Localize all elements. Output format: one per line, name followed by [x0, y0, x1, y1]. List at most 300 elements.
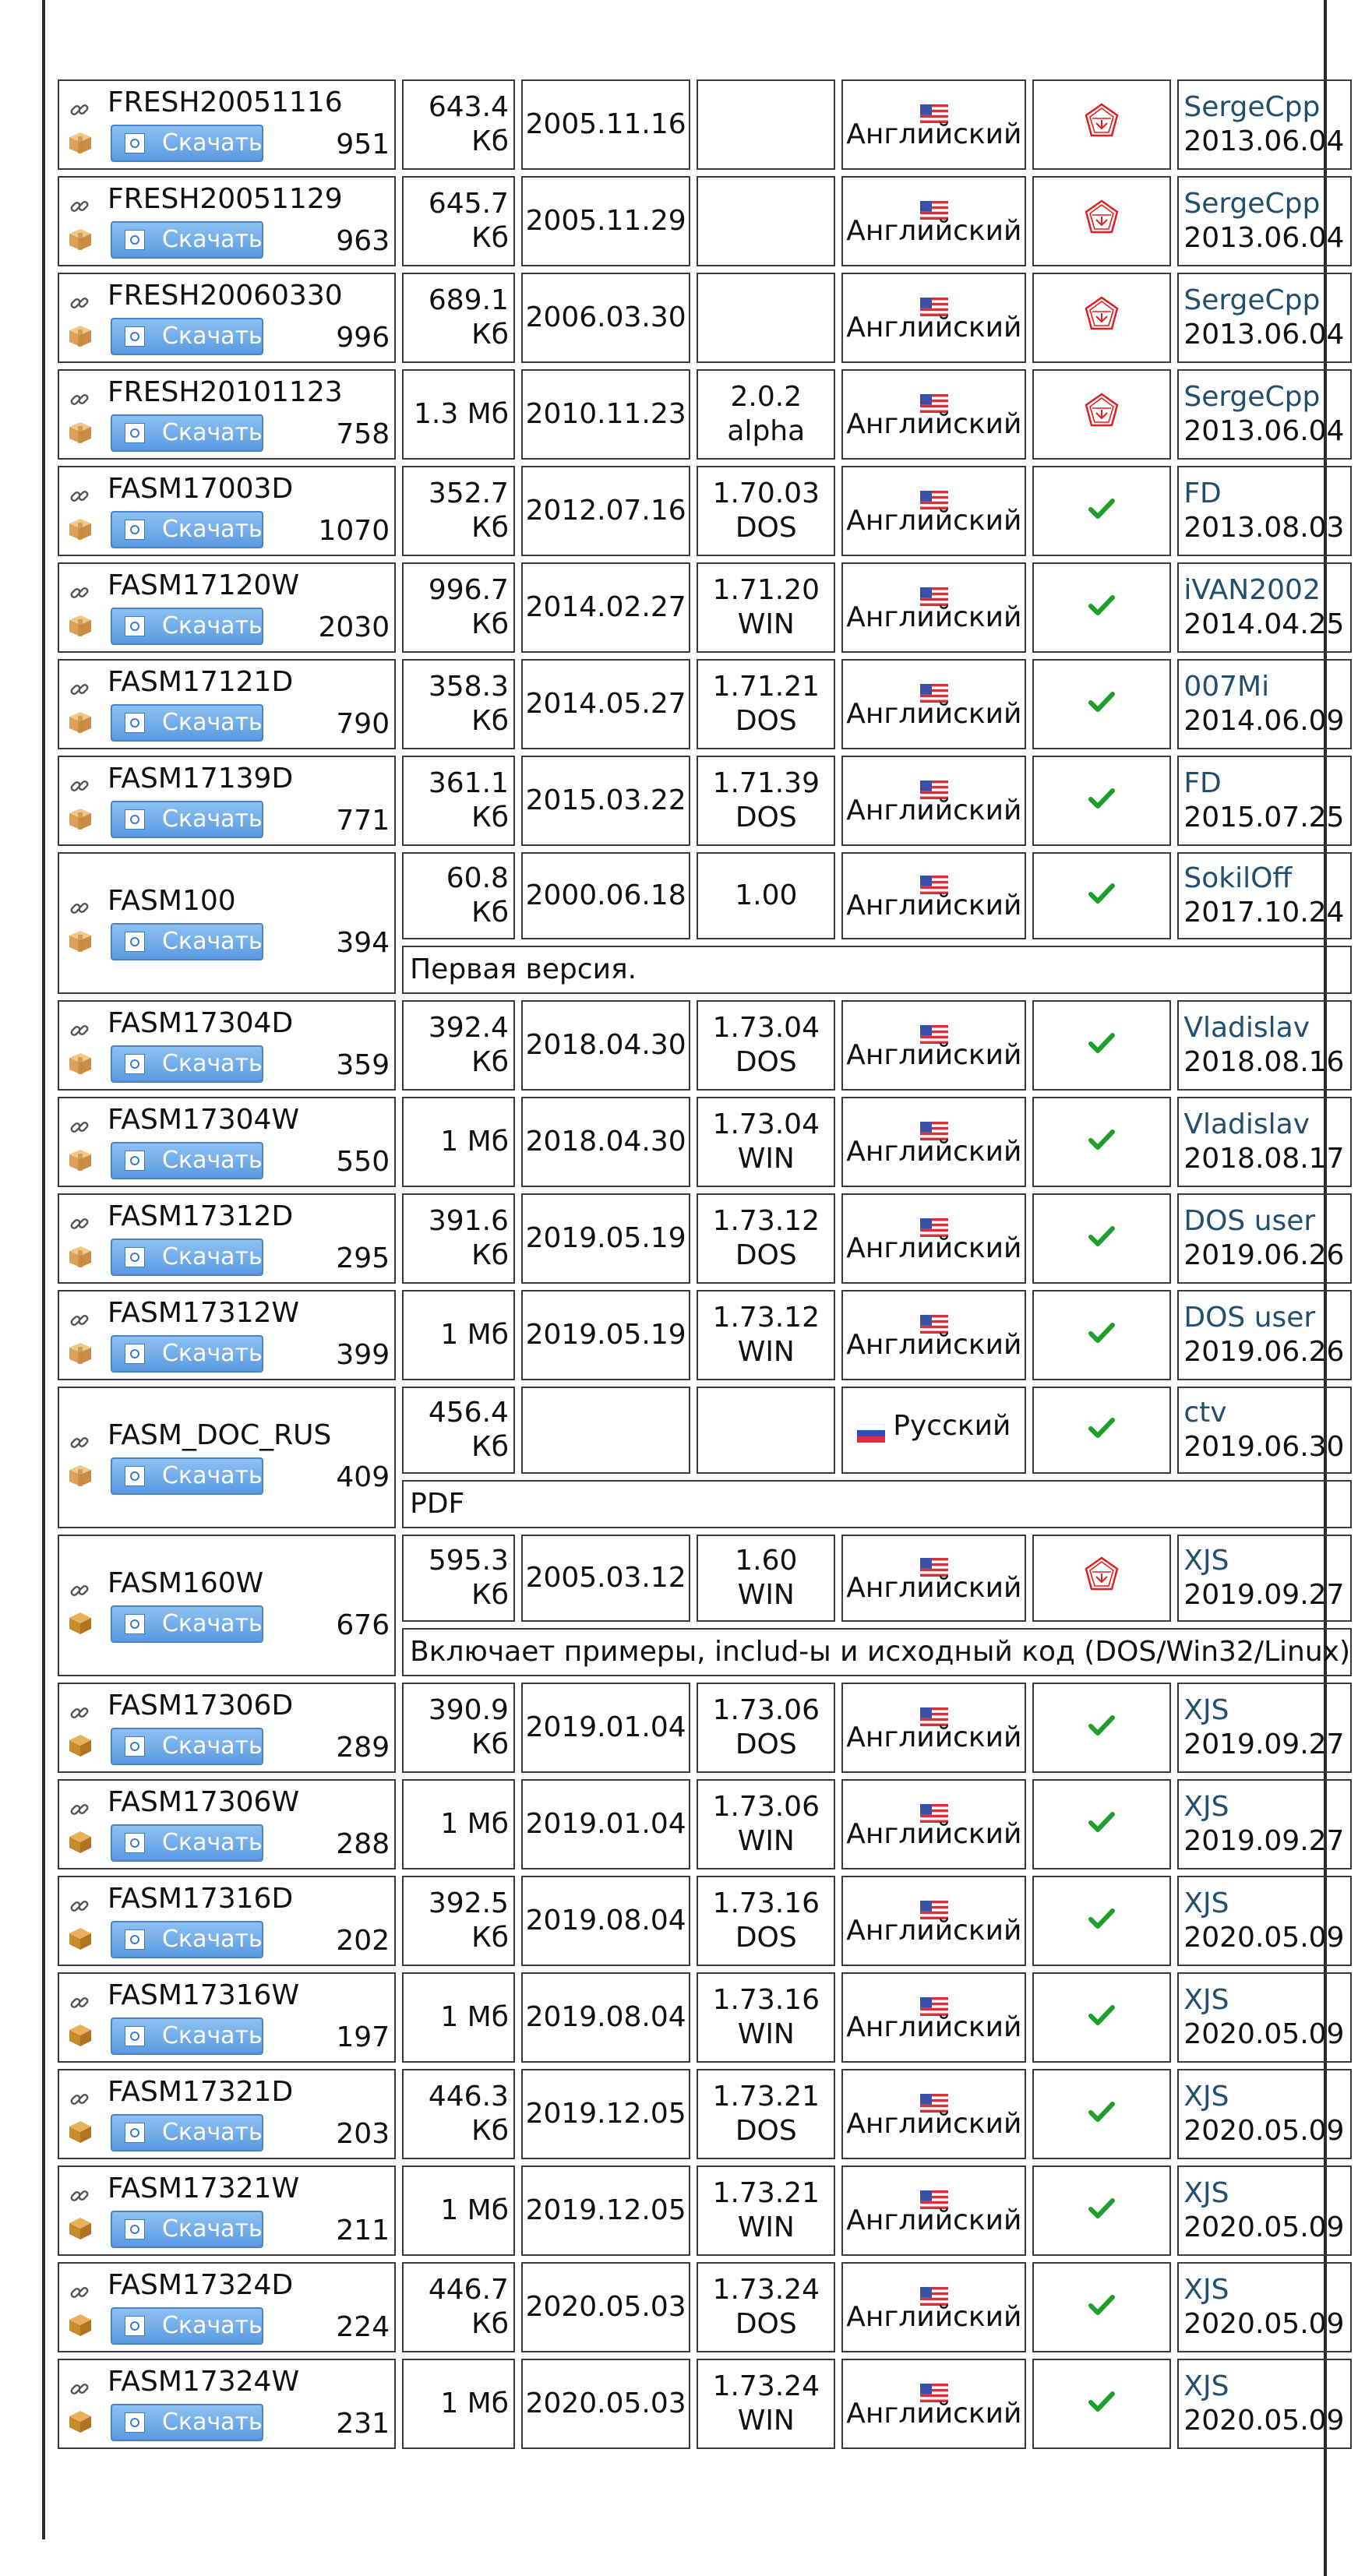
- us-flag-icon: [920, 2377, 948, 2395]
- language-cell: [841, 1097, 1026, 1187]
- language-label-group: [846, 1211, 1021, 1266]
- author-link[interactable]: XJS: [1183, 1791, 1229, 1823]
- us-flag-icon: [920, 1115, 948, 1133]
- size-cell: [402, 1000, 515, 1091]
- file-name-link[interactable]: FASM17324D: [108, 2269, 294, 2301]
- release-date-cell: [521, 1290, 690, 1380]
- file-cell: [58, 79, 396, 170]
- download-icon: [125, 326, 145, 347]
- version-platform: DOS: [735, 1728, 797, 1760]
- link-icon: [69, 1016, 90, 1038]
- release-date: 2019.05.19: [525, 1222, 686, 1254]
- author-cell: [1177, 2262, 1352, 2352]
- author-link[interactable]: XJS: [1183, 2177, 1229, 2209]
- download-button[interactable]: [111, 923, 263, 960]
- check-icon: [1088, 1126, 1115, 1160]
- status-cell: [1032, 756, 1171, 846]
- version-number: 1.71.39: [712, 767, 820, 799]
- version-platform: WIN: [737, 1336, 795, 1368]
- table-row: [58, 1683, 1352, 1773]
- added-date: 2018.08.17: [1183, 1143, 1345, 1175]
- release-date: 2005.11.16: [525, 108, 686, 140]
- author-link[interactable]: SergeCpp: [1183, 284, 1321, 316]
- version-cell: [697, 756, 835, 846]
- version-cell: [697, 1972, 835, 2063]
- file-name-link[interactable]: FASM17321D: [108, 2076, 294, 2108]
- author-link[interactable]: XJS: [1183, 1887, 1229, 1919]
- size-value: 60.8: [446, 862, 509, 894]
- version-number: 1.60: [735, 1545, 798, 1577]
- package-icon: [67, 1243, 93, 1270]
- download-icon: [125, 1054, 145, 1074]
- version-cell: [697, 1779, 835, 1869]
- author-link[interactable]: Vladislav: [1183, 1012, 1310, 1044]
- page-frame-left-border: [42, 0, 45, 2539]
- download-count: 295: [336, 1242, 390, 1274]
- file-name-link[interactable]: FASM17316W: [108, 1979, 300, 2011]
- size-value: 1 Мб: [440, 2387, 509, 2419]
- table-row: [58, 176, 1352, 266]
- language-name: Английский: [846, 1039, 1022, 1071]
- download-icon: [125, 1614, 145, 1634]
- us-flag-icon: [920, 1990, 948, 2009]
- release-date-cell: [521, 2165, 690, 2256]
- size-cell: [402, 1290, 515, 1380]
- us-flag-icon: [920, 2087, 948, 2106]
- version-platform: DOS: [735, 512, 797, 544]
- link-icon: [69, 2181, 90, 2203]
- link-icon: [69, 1891, 90, 1913]
- author-cell: [1177, 466, 1352, 556]
- author-cell: [1177, 1535, 1352, 1622]
- author-cell: [1177, 1387, 1352, 1474]
- language-name: Английский: [846, 1329, 1022, 1361]
- language-label-group: [846, 677, 1021, 731]
- file-name-link[interactable]: FASM17316D: [108, 1883, 294, 1915]
- table-row: [58, 1779, 1352, 1869]
- size-unit: Кб: [471, 1728, 509, 1760]
- size-unit: Кб: [471, 2115, 509, 2147]
- us-flag-icon: [920, 484, 948, 502]
- download-count: 790: [336, 708, 390, 740]
- download-button[interactable]: [111, 2211, 263, 2248]
- language-label-group: [846, 1797, 1021, 1852]
- release-date: 2020.05.03: [525, 2387, 686, 2419]
- added-date: 2019.09.27: [1183, 1728, 1345, 1760]
- package-icon: [67, 2022, 93, 2049]
- size-cell: [402, 1972, 515, 2063]
- download-count: 771: [336, 805, 390, 837]
- author-link[interactable]: XJS: [1183, 1694, 1229, 1726]
- table-row: [58, 1193, 1352, 1284]
- release-date-cell: [521, 1000, 690, 1091]
- author-link[interactable]: FD: [1183, 767, 1222, 799]
- file-cell: [58, 659, 396, 749]
- download-button[interactable]: [111, 1605, 263, 1643]
- version-number: 1.73.06: [712, 1694, 820, 1726]
- author-link[interactable]: DOS user: [1183, 1302, 1316, 1334]
- us-flag-icon: [920, 1894, 948, 1912]
- us-flag-icon: [920, 1797, 948, 1816]
- link-icon: [69, 578, 90, 600]
- download-button[interactable]: [111, 2114, 263, 2151]
- added-date: 2019.06.26: [1183, 1239, 1345, 1271]
- version-platform: WIN: [737, 1825, 795, 1857]
- version-platform: DOS: [735, 802, 797, 833]
- file-cell: [58, 1779, 396, 1869]
- version-number: 1.73.06: [712, 1791, 820, 1823]
- download-icon: [125, 1833, 145, 1853]
- file-name-link[interactable]: FASM17304D: [108, 1007, 294, 1039]
- added-date: 2019.06.30: [1183, 1431, 1345, 1463]
- download-button[interactable]: [111, 2307, 263, 2345]
- added-date: 2017.10.24: [1183, 897, 1345, 929]
- link-icon: [69, 1306, 90, 1327]
- added-date: 2018.08.16: [1183, 1046, 1345, 1078]
- package-icon: [67, 129, 93, 156]
- size-cell: [402, 1779, 515, 1869]
- author-link[interactable]: DOS user: [1183, 1205, 1316, 1237]
- file-cell: [58, 1972, 396, 2063]
- download-button-label: Скачать: [162, 2312, 263, 2339]
- release-date: 2018.04.30: [525, 1029, 686, 1061]
- file-name-link[interactable]: FASM17304W: [108, 1104, 300, 1136]
- author-link[interactable]: iVAN2002: [1183, 574, 1321, 606]
- download-icon: [125, 2412, 145, 2433]
- file-name-link[interactable]: FASM17120W: [108, 569, 300, 601]
- package-icon: [67, 1926, 93, 1952]
- status-cell: [1032, 1000, 1171, 1091]
- author-link[interactable]: ctv: [1183, 1397, 1227, 1429]
- file-name-link[interactable]: FRESH20101123: [108, 376, 343, 408]
- added-date: 2019.09.27: [1183, 1579, 1345, 1611]
- author-link[interactable]: SergeCpp: [1183, 91, 1321, 123]
- download-button[interactable]: [111, 1728, 263, 1765]
- file-cell: [58, 1193, 396, 1284]
- added-date: 2020.05.09: [1183, 1922, 1345, 1954]
- size-value: 1 Мб: [440, 1319, 509, 1351]
- file-name-link[interactable]: FASM_DOC_RUS: [108, 1419, 332, 1451]
- download-button[interactable]: [111, 801, 263, 838]
- size-value: 392.4: [428, 1012, 509, 1044]
- file-cell: [58, 1387, 396, 1528]
- file-name-link[interactable]: FASM17324W: [108, 2366, 300, 2398]
- us-flag-icon: [920, 1551, 948, 1570]
- size-value: 361.1: [428, 767, 509, 799]
- language-name: Английский: [846, 408, 1022, 440]
- us-flag-icon: [920, 774, 948, 792]
- us-flag-icon: [920, 1700, 948, 1719]
- note-cell: [402, 946, 1352, 994]
- language-label-group: [846, 2087, 1021, 2141]
- package-icon: [67, 1340, 93, 1366]
- version-number: 1.71.20: [712, 574, 820, 606]
- size-cell: [402, 852, 515, 939]
- language-cell: [841, 1779, 1026, 1869]
- us-flag-icon: [920, 1308, 948, 1327]
- language-name: Английский: [846, 1721, 1022, 1753]
- author-link[interactable]: XJS: [1183, 2370, 1229, 2402]
- table-row: [58, 852, 1352, 939]
- language-label-group: [846, 97, 1021, 152]
- size-cell: [402, 369, 515, 460]
- note-cell: [402, 1628, 1352, 1676]
- us-flag-icon: [920, 291, 948, 309]
- link-icon: [69, 1428, 90, 1450]
- version-platform: DOS: [735, 1922, 797, 1954]
- version-cell: [697, 369, 835, 460]
- file-name-link[interactable]: FASM17003D: [108, 473, 294, 505]
- download-count: 289: [336, 1732, 390, 1764]
- added-date: 2020.05.09: [1183, 2405, 1345, 2437]
- download-button[interactable]: [111, 414, 263, 452]
- check-icon: [1088, 2098, 1115, 2132]
- version-number: 1.73.16: [712, 1984, 820, 2016]
- note-cell: [402, 1480, 1352, 1528]
- download-button[interactable]: [111, 1335, 263, 1373]
- language-name: Английский: [846, 890, 1022, 922]
- version-cell: [697, 2165, 835, 2256]
- size-unit: Кб: [471, 897, 509, 929]
- language-name: Английский: [846, 215, 1022, 247]
- language-name: Английский: [846, 312, 1022, 344]
- package-icon: [67, 1050, 93, 1077]
- file-cell: [58, 369, 396, 460]
- release-date-cell: [521, 659, 690, 749]
- download-icon: [125, 423, 145, 443]
- status-cell: [1032, 1387, 1171, 1474]
- language-cell: [841, 1683, 1026, 1773]
- added-date: 2020.05.09: [1183, 2115, 1345, 2147]
- file-name-link[interactable]: FASM17306D: [108, 1690, 294, 1721]
- language-cell: [841, 176, 1026, 266]
- status-cell: [1032, 852, 1171, 939]
- author-link[interactable]: XJS: [1183, 2274, 1229, 2306]
- download-button[interactable]: [111, 125, 263, 162]
- file-name-link[interactable]: FASM17139D: [108, 763, 294, 795]
- language-name: Английский: [846, 1572, 1022, 1604]
- cccp-quality-mark-icon: [1083, 296, 1120, 340]
- download-count: 399: [336, 1339, 390, 1371]
- file-name-link[interactable]: FASM17306W: [108, 1786, 300, 1818]
- link-icon: [69, 288, 90, 310]
- ru-flag-icon: [857, 1417, 885, 1436]
- author-link[interactable]: FD: [1183, 477, 1222, 509]
- table-row: [58, 1876, 1352, 1966]
- download-icon: [125, 1247, 145, 1267]
- cccp-quality-mark-icon: [1083, 393, 1120, 437]
- cccp-quality-mark-icon: [1083, 199, 1120, 244]
- check-icon: [1088, 1905, 1115, 1939]
- size-value: 1 Мб: [440, 1126, 509, 1158]
- author-cell: [1177, 1097, 1352, 1187]
- size-cell: [402, 1683, 515, 1773]
- file-name-link[interactable]: FASM17321W: [108, 2173, 300, 2204]
- version-cell: [697, 852, 835, 939]
- size-unit: Кб: [471, 319, 509, 351]
- us-flag-icon: [920, 677, 948, 696]
- status-cell: [1032, 1972, 1171, 2063]
- file-name-link[interactable]: FASM160W: [108, 1567, 264, 1599]
- download-count: 202: [336, 1925, 390, 1957]
- release-date: 2005.03.12: [525, 1562, 686, 1594]
- download-count: 203: [336, 2118, 390, 2150]
- download-button[interactable]: [111, 2017, 263, 2055]
- download-button[interactable]: [111, 1824, 263, 1862]
- version-number: 1.73.16: [712, 1887, 820, 1919]
- release-date: 2019.12.05: [525, 2098, 686, 2130]
- release-date: 2019.08.04: [525, 2001, 686, 2033]
- table-row: [58, 1097, 1352, 1187]
- language-cell: [841, 562, 1026, 653]
- file-name-link[interactable]: FASM17312D: [108, 1200, 294, 1232]
- file-name-link[interactable]: FRESH20051129: [108, 183, 343, 215]
- release-date-cell: [521, 176, 690, 266]
- size-cell: [402, 2165, 515, 2256]
- version-platform: DOS: [735, 705, 797, 737]
- file-cell: [58, 1000, 396, 1091]
- language-name: Английский: [846, 698, 1022, 730]
- release-date-cell: [521, 466, 690, 556]
- status-cell: [1032, 2069, 1171, 2159]
- language-name: Английский: [846, 2204, 1022, 2236]
- size-cell: [402, 1097, 515, 1187]
- release-date-cell: [521, 369, 690, 460]
- release-date: 2019.01.04: [525, 1711, 686, 1743]
- size-value: 996.7: [428, 574, 509, 606]
- link-icon: [69, 192, 90, 213]
- status-cell: [1032, 2359, 1171, 2449]
- file-name-link[interactable]: FASM100: [108, 885, 236, 917]
- download-button[interactable]: [111, 1239, 263, 1276]
- release-date: 2000.06.18: [525, 879, 686, 911]
- language-cell: [841, 1972, 1026, 2063]
- language-cell: [841, 659, 1026, 749]
- download-icon: [125, 932, 145, 952]
- file-cell: [58, 756, 396, 846]
- version-cell: [697, 1535, 835, 1622]
- table-row: [58, 1387, 1352, 1474]
- download-button[interactable]: [111, 1045, 263, 1083]
- table-row: [58, 2359, 1352, 2449]
- size-value: 391.6: [428, 1205, 509, 1237]
- download-button[interactable]: [111, 1921, 263, 1958]
- language-label-group: [857, 1409, 1011, 1443]
- language-label-group: [846, 2183, 1021, 2238]
- file-cell: [58, 2359, 396, 2449]
- size-unit: Кб: [471, 1239, 509, 1271]
- file-cell: [58, 176, 396, 266]
- package-icon: [67, 612, 93, 639]
- package-icon: [67, 226, 93, 252]
- download-button[interactable]: [111, 318, 263, 355]
- size-unit: Кб: [471, 1046, 509, 1078]
- size-unit: Кб: [471, 1922, 509, 1954]
- download-icon: [125, 809, 145, 830]
- table-row: [58, 1000, 1352, 1091]
- author-cell: [1177, 1972, 1352, 2063]
- file-name-link[interactable]: FRESH20051116: [108, 86, 343, 118]
- download-button[interactable]: [111, 2404, 263, 2441]
- file-name-link[interactable]: FASM17312W: [108, 1297, 300, 1329]
- language-name: Английский: [846, 1915, 1022, 1947]
- version-platform: WIN: [737, 2018, 795, 2050]
- download-button-label: Скачать: [162, 2215, 263, 2243]
- package-icon: [67, 1732, 93, 1759]
- package-icon: [67, 516, 93, 542]
- author-link[interactable]: Vladislav: [1183, 1108, 1310, 1140]
- package-icon: [67, 419, 93, 446]
- language-label-group: [846, 774, 1021, 828]
- download-button-label: Скачать: [162, 1926, 263, 1953]
- author-link[interactable]: XJS: [1183, 1545, 1229, 1577]
- table-row: [58, 369, 1352, 460]
- download-button-label: Скачать: [162, 2409, 263, 2436]
- version-cell: [697, 1290, 835, 1380]
- file-name-link[interactable]: FASM17121D: [108, 666, 294, 698]
- author-link[interactable]: XJS: [1183, 2081, 1229, 2113]
- download-button[interactable]: [111, 1457, 263, 1495]
- link-icon: [69, 481, 90, 503]
- language-label-group: [846, 1700, 1021, 1755]
- file-cell: [58, 1876, 396, 1966]
- download-button[interactable]: [111, 704, 263, 742]
- added-date: 2013.06.04: [1183, 222, 1345, 254]
- language-cell: [841, 1000, 1026, 1091]
- package-icon: [67, 2312, 93, 2338]
- author-link[interactable]: SokilOff: [1183, 862, 1293, 894]
- table-row: [58, 562, 1352, 653]
- version-cell: [697, 2069, 835, 2159]
- download-button-label: Скачать: [162, 226, 263, 253]
- link-icon: [69, 385, 90, 407]
- download-button[interactable]: [111, 221, 263, 259]
- author-link[interactable]: 007Mi: [1183, 671, 1270, 703]
- download-button[interactable]: [111, 1142, 263, 1179]
- author-link[interactable]: SergeCpp: [1183, 381, 1321, 413]
- download-button[interactable]: [111, 511, 263, 548]
- package-icon: [67, 2215, 93, 2242]
- size-value: 643.4: [428, 91, 509, 123]
- size-unit: Кб: [471, 125, 509, 157]
- version-platform: alpha: [727, 415, 806, 447]
- download-button[interactable]: [111, 608, 263, 645]
- file-name-link[interactable]: FRESH20060330: [108, 280, 343, 312]
- download-button-label: Скачать: [162, 1147, 263, 1174]
- version-number: 1.73.24: [712, 2274, 820, 2306]
- size-cell: [402, 659, 515, 749]
- link-icon: [69, 771, 90, 793]
- download-button-label: Скачать: [162, 612, 263, 640]
- download-button-label: Скачать: [162, 709, 263, 736]
- check-icon: [1088, 495, 1115, 529]
- download-icon: [125, 1466, 145, 1486]
- size-unit: Кб: [471, 1579, 509, 1611]
- language-cell: [841, 2165, 1026, 2256]
- file-cell: [58, 2262, 396, 2352]
- added-date: 2014.04.25: [1183, 608, 1345, 640]
- author-link[interactable]: SergeCpp: [1183, 188, 1321, 220]
- file-cell: [58, 466, 396, 556]
- status-cell: [1032, 562, 1171, 653]
- release-date-cell: [521, 562, 690, 653]
- author-link[interactable]: XJS: [1183, 1984, 1229, 2016]
- download-count: 288: [336, 1828, 390, 1860]
- added-date: 2013.06.04: [1183, 415, 1345, 447]
- download-icon: [125, 1344, 145, 1364]
- download-count: 359: [336, 1049, 390, 1081]
- release-date: 2019.12.05: [525, 2194, 686, 2226]
